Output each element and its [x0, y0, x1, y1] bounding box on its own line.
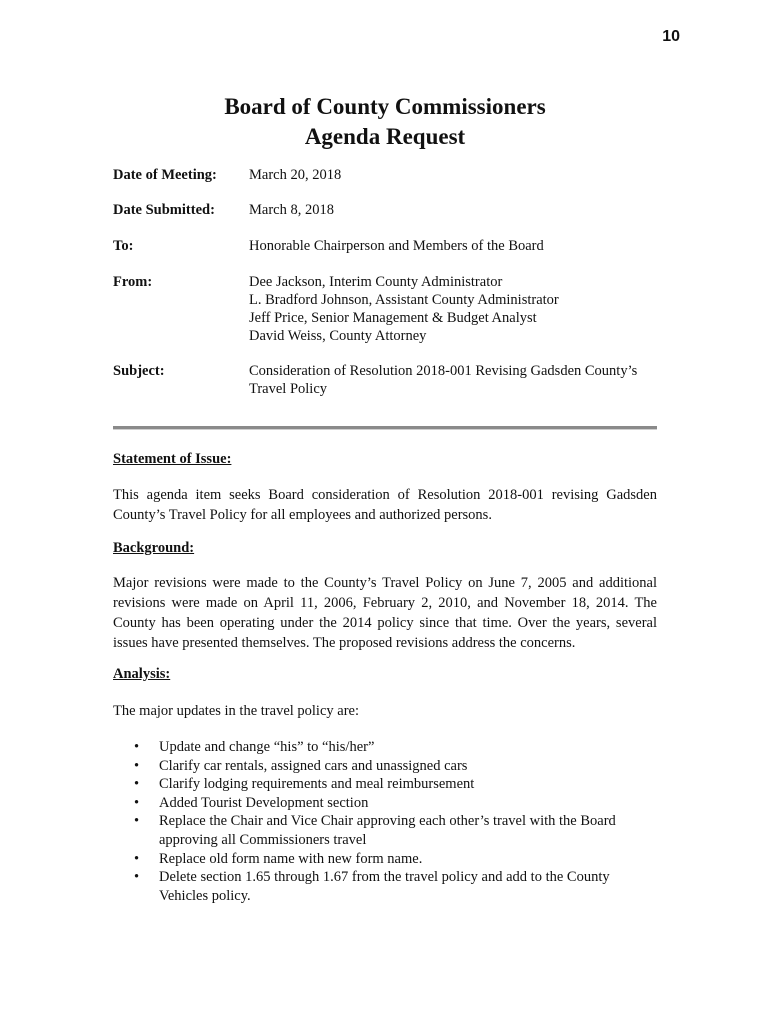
updates-list — [113, 738, 657, 905]
bullet-icon: • — [134, 757, 140, 774]
from-line: Dee Jackson, Interim County Administrator — [249, 274, 503, 290]
list-item-text: Update and change “his” to “his/her” — [159, 739, 375, 755]
list-item-text: Replace the Chair and Vice Chair approving each other’s travel with the Board approving all Commissioners travel — [159, 813, 616, 848]
list-item — [113, 757, 657, 776]
to-label: To: — [113, 238, 134, 254]
document-title — [0, 92, 770, 152]
title-line-1: Board of County Commissioners — [224, 94, 546, 119]
subject-line: Consideration of Resolution 2018-001 Revising Gadsden County’s — [249, 363, 638, 379]
from-label: From: — [113, 274, 153, 290]
list-item-text: Clarify car rentals, assigned cars and unassigned cars — [159, 757, 468, 774]
to-value: Honorable Chairperson and Members of the Board — [249, 238, 544, 254]
statement-heading: Statement of Issue: — [113, 451, 232, 467]
bullet-icon: • — [134, 776, 140, 793]
from-value — [249, 273, 669, 345]
list-item — [113, 775, 657, 794]
title-line-2: Agenda Request — [304, 124, 466, 149]
list-item-text: Added Tourist Development section — [159, 794, 369, 811]
list-item — [113, 868, 657, 905]
date-submitted-label: Date Submitted: — [113, 202, 215, 218]
bullet-icon: • — [134, 850, 140, 867]
bullet-icon: • — [134, 794, 140, 811]
list-item-text: Delete section 1.65 through 1.67 from the travel policy and add to the County Vehicles policy. — [159, 869, 610, 904]
subject-value — [249, 362, 669, 398]
page-number: 10 — [662, 28, 680, 45]
from-line: L. Bradford Johnson, Assistant County Administrator — [249, 292, 559, 308]
list-item — [113, 738, 657, 757]
bullet-icon: • — [134, 739, 140, 755]
list-item-text: Clarify lodging requirements and meal reimbursement — [159, 776, 475, 793]
background-heading: Background: — [113, 540, 195, 556]
list-item — [113, 850, 657, 869]
from-line: Jeff Price, Senior Management & Budget Analyst — [249, 310, 537, 326]
bullet-icon: • — [134, 813, 140, 830]
date-of-meeting-label: Date of Meeting: — [113, 167, 217, 183]
analysis-intro: The major updates in the travel policy are: — [113, 703, 360, 719]
date-submitted-value: March 8, 2018 — [249, 202, 334, 218]
section-divider — [113, 426, 657, 430]
bullet-icon: • — [134, 869, 140, 886]
statement-text: This agenda item seeks Board consideration of Resolution 2018-001 revising Gadsden County’s Travel Policy for all employees and authorized persons. — [113, 487, 657, 523]
from-line: David Weiss, County Attorney — [249, 328, 427, 344]
background-text: Major revisions were made to the County’s Travel Policy on June 7, 2005 and additional revisions were made on April 11, 2006, February 2, 2010, and November 18, 2014. The County has been operating under the 2014 policy since that time. Over the years, several issues have presented themselves. The proposed revisions address the concerns. — [113, 575, 657, 651]
subject-label: Subject: — [113, 363, 165, 379]
list-item-text: Replace old form name with new form name. — [159, 850, 423, 867]
date-of-meeting-value: March 20, 2018 — [249, 167, 342, 183]
list-item — [113, 794, 657, 813]
list-item — [113, 812, 657, 849]
analysis-heading: Analysis: — [113, 666, 171, 682]
subject-line: Travel Policy — [249, 381, 328, 397]
